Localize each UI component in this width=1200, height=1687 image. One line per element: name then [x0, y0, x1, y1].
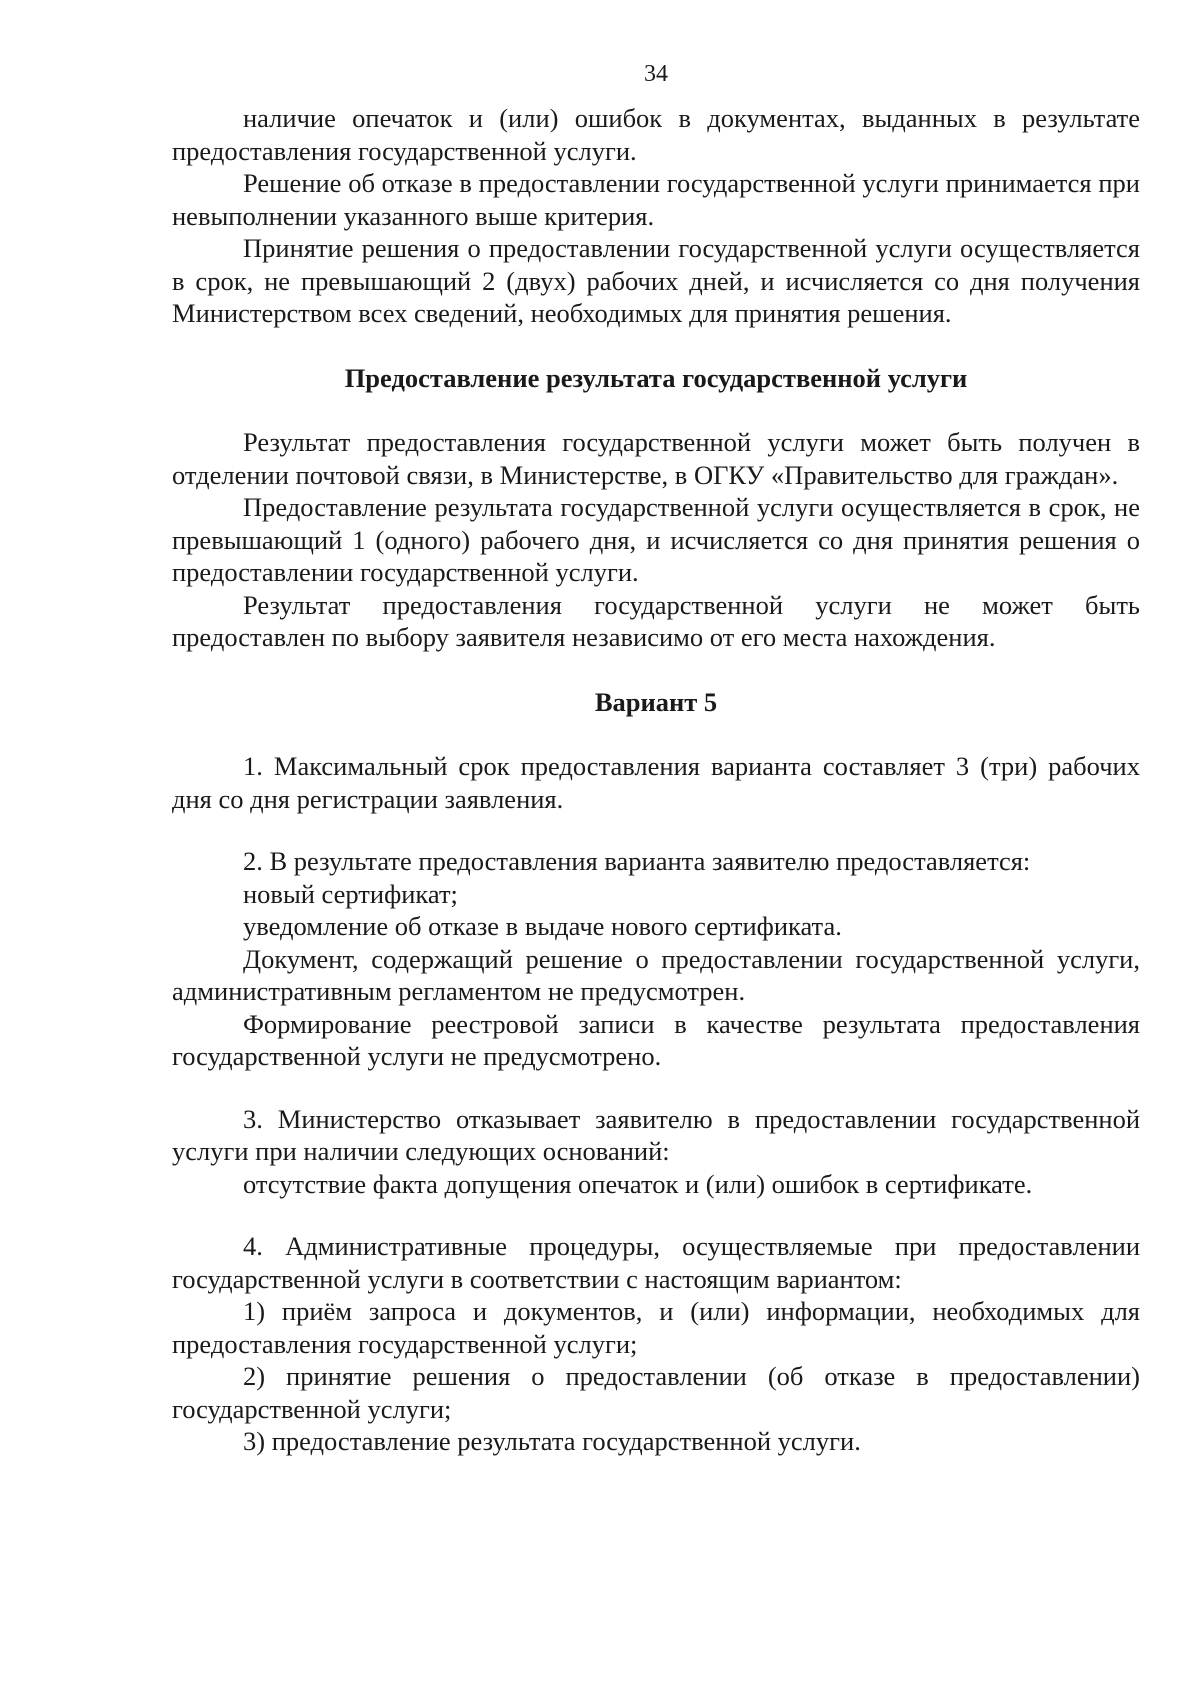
list-item: 1. Максимальный срок предоставления варианта составляет 3 (три) рабочих дня со дня регистрации заявления. [172, 751, 1140, 814]
section-heading-variant: Вариант 5 [594, 686, 718, 717]
paragraph: Результат предоставления государственной услуги может быть получен в отделении почтовой связи, в Министерстве, в ОГКУ «Правительство для граждан». [172, 427, 1140, 490]
paragraph: Документ, содержащий решение о предоставлении государственной услуги, административным регламентом не предусмотрен. [172, 943, 1140, 1006]
list-item: 3. Министерство отказывает заявителю в предоставлении государственной услуги при наличии следующих оснований: [172, 1103, 1140, 1166]
paragraph: 3) предоставление результата государственной услуги. [243, 1426, 861, 1456]
paragraph: наличие опечаток и (или) ошибок в документах, выданных в результате предоставления государственной услуги. [172, 103, 1140, 166]
paragraph: Формирование реестровой записи в качестве результата предоставления государственной услуги не предусмотрено. [172, 1008, 1140, 1071]
paragraph: 1) приём запроса и документов, и (или) информации, необходимых для предоставления государственной услуги; [172, 1296, 1140, 1359]
page-number: 34 [644, 61, 668, 87]
paragraph: отсутствие факта допущения опечаток и (или) ошибок в сертификате. [243, 1168, 1033, 1199]
paragraph: уведомление об отказе в выдаче нового сертификата. [243, 911, 842, 941]
list-item: 2. В результате предоставления варианта заявителю предоставляется: [243, 846, 1031, 876]
paragraph: Решение об отказе в предоставлении государственной услуги принимается при невыполнении указанного выше критерия. [172, 168, 1140, 231]
paragraph: Принятие решения о предоставлении государственной услуги осуществляется в срок, не превышающий 2 (двух) рабочих дней, и исчисляется со дня получения Министерством всех сведений, необходимых для принятия решения. [172, 233, 1140, 328]
paragraph: новый сертификат; [243, 878, 458, 909]
paragraph: Результат предоставления государственной услуги не может быть предоставлен по выбору заявителя независимо от его места нахождения. [172, 589, 1140, 652]
list-item: 4. Административные процедуры, осуществляемые при предоставлении государственной услуги в соответствии с настоящим вариантом: [172, 1231, 1140, 1294]
paragraph: 2) принятие решения о предоставлении (об отказе в предоставлении) государственной услуги; [172, 1361, 1140, 1424]
section-heading-result: Предоставление результата государственной услуги [344, 362, 968, 393]
paragraph: Предоставление результата государственной услуги осуществляется в срок, не превышающий 1 (одного) рабочего дня, и исчисляется со дня принятия решения о предоставлении государственной услуги. [172, 492, 1140, 587]
document-page [172, 60, 1140, 1458]
